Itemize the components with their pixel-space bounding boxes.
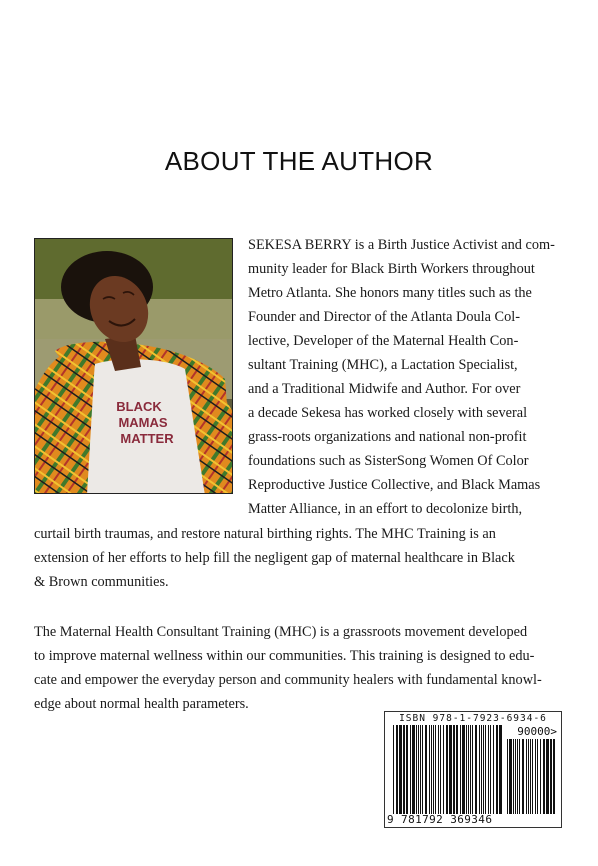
barcode-bar xyxy=(456,725,458,814)
barcode-bar xyxy=(517,739,518,814)
barcode-bar xyxy=(460,725,461,814)
bio-paragraph-2 xyxy=(34,620,574,716)
barcode-bar xyxy=(540,739,541,814)
barcode-bar xyxy=(475,725,477,814)
barcode-bar xyxy=(438,725,439,814)
shirt-text-line-2: MAMAS xyxy=(118,415,168,430)
barcode-bar xyxy=(433,725,434,814)
barcode-bar xyxy=(485,725,486,814)
barcode-bar xyxy=(440,725,441,814)
barcode-bar xyxy=(431,725,432,814)
barcode-bar xyxy=(416,725,417,814)
barcode-bar xyxy=(519,739,520,814)
bio-line: & Brown communities. xyxy=(34,574,169,590)
barcode-bar xyxy=(532,739,533,814)
page-title: ABOUT THE AUTHOR xyxy=(164,146,434,176)
barcode-bar xyxy=(420,725,421,814)
bio-line: Matter Alliance, in an effort to decolonize birth, xyxy=(248,501,523,517)
barcode-bar xyxy=(515,739,516,814)
barcode-bar xyxy=(490,725,491,814)
barcode-bar xyxy=(418,725,419,814)
bio-line: and a Traditional Midwife and Author. For over xyxy=(248,381,521,397)
bio-line: edge about normal health parameters. xyxy=(34,696,249,712)
barcode-bar xyxy=(425,725,427,814)
barcode-bar xyxy=(488,725,489,814)
bio-line: lective, Developer of the Maternal Health Con- xyxy=(248,333,519,349)
barcode-bar xyxy=(396,725,398,814)
barcode-bar xyxy=(443,725,444,814)
barcode-bar xyxy=(530,739,531,814)
barcode-bar xyxy=(412,725,415,814)
barcode-digits: 9 781792 369346 xyxy=(387,813,493,826)
barcode-bar xyxy=(550,739,552,814)
author-photo xyxy=(34,238,233,494)
barcode-bar xyxy=(543,739,545,814)
barcode-bar xyxy=(537,739,538,814)
barcode-bar xyxy=(466,725,467,814)
barcode-addon-label: 90000> xyxy=(517,725,557,738)
barcode-bar xyxy=(507,739,508,814)
bio-line: Metro Atlanta. She honors many titles such as the xyxy=(248,285,532,301)
barcode-bar xyxy=(496,725,498,814)
bio-line: The Maternal Health Consultant Training (MHC) is a grassroots movement developed xyxy=(34,624,528,640)
barcode-bar xyxy=(406,725,408,814)
barcode-bar xyxy=(462,725,465,814)
barcode-bar xyxy=(470,725,471,814)
bio-line: curtail birth traumas, and restore natural birthing rights. The MHC Training is an xyxy=(34,526,496,542)
barcode-bar xyxy=(453,725,455,814)
author-photo-illustration xyxy=(35,239,233,494)
bio-line: grass-roots organizations and national non-profit xyxy=(248,429,527,445)
barcode-bar xyxy=(509,739,512,814)
barcode-bar xyxy=(522,739,524,814)
barcode-bar xyxy=(535,739,536,814)
barcode-bar xyxy=(528,739,529,814)
barcode-bar xyxy=(499,725,502,814)
shirt-text-line-3: MATTER xyxy=(120,431,174,446)
bio-line: sultant Training (MHC), a Lactation Specialist, xyxy=(248,357,518,373)
barcode-bar xyxy=(546,739,549,814)
barcode-bar xyxy=(472,725,473,814)
bio-line: extension of her efforts to help fill the negligent gap of maternal healthcare in Black xyxy=(34,550,515,566)
bio-line: Founder and Director of the Atlanta Doula Col- xyxy=(248,309,520,325)
bio-paragraph-1-wrapped xyxy=(248,233,570,521)
barcode-bar xyxy=(449,725,452,814)
barcode-bar xyxy=(393,725,394,814)
barcode-bar xyxy=(410,725,411,814)
barcode-bar xyxy=(513,739,514,814)
bio-line: a decade Sekesa has worked closely with several xyxy=(248,405,528,421)
barcode-bar xyxy=(481,725,482,814)
shirt-text-line-1: BLACK xyxy=(116,399,162,414)
barcode-bar xyxy=(429,725,430,814)
bio-line: foundations such as SisterSong Women Of Color xyxy=(248,453,529,469)
barcode-bar xyxy=(468,725,469,814)
bio-line: munity leader for Black Birth Workers throughout xyxy=(248,261,535,277)
isbn-label: ISBN 978-1-7923-6934-6 xyxy=(399,713,547,724)
barcode-bar xyxy=(446,725,448,814)
barcode-bar xyxy=(483,725,484,814)
bio-paragraph-1-continued xyxy=(34,522,574,594)
barcode-bar xyxy=(493,725,494,814)
bio-line: to improve maternal wellness within our communities. This training is designed to edu- xyxy=(34,648,535,664)
barcode-bar xyxy=(403,725,405,814)
bio-line: cate and empower the everyday person and community healers with fundamental knowl- xyxy=(34,672,542,688)
barcode-bar xyxy=(422,725,423,814)
barcode-bar xyxy=(526,739,527,814)
barcode-bar xyxy=(479,725,480,814)
bio-line: Reproductive Justice Collective, and Black Mamas xyxy=(248,477,541,493)
barcode-bar xyxy=(399,725,402,814)
barcode-bar xyxy=(435,725,436,814)
isbn-barcode xyxy=(384,711,562,828)
barcode-bar xyxy=(553,739,555,814)
bio-line: SEKESA BERRY is a Birth Justice Activist and com- xyxy=(248,237,555,253)
